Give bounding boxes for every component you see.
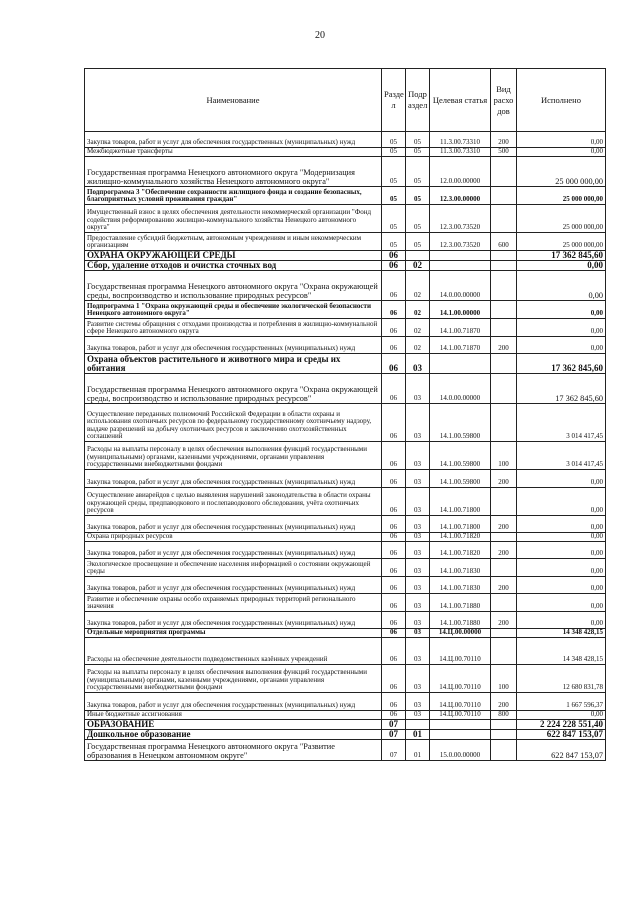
row-name-cell: Осуществление авиарейдов с целью выявления нарушений законодательства в области охраны окружающей среды, предпаводкового и послепаводкового обследования, учёта охотничьих ресурсов — [85, 488, 382, 516]
row-subsection-cell: 05 — [406, 205, 430, 233]
row-subsection-cell — [406, 720, 430, 730]
table-row — [85, 559, 606, 577]
row-section-cell: 06 — [382, 612, 406, 629]
row-subsection-cell: 03 — [406, 629, 430, 638]
row-name-cell: Закупка товаров, работ и услуг для обеспечения государственных (муниципальных) нужд — [85, 542, 382, 559]
row-target-article-cell — [430, 730, 491, 740]
row-subsection-cell: 03 — [406, 516, 430, 533]
row-section-cell: 06 — [382, 516, 406, 533]
table-row — [85, 301, 606, 319]
row-subsection-cell: 05 — [406, 148, 430, 157]
row-name-cell: Государственная программа Ненецкого автономного округа "Развитие образования в Ненецком автономном округе" — [85, 740, 382, 761]
row-section-cell: 06 — [382, 577, 406, 594]
table-row — [85, 693, 606, 711]
row-expense-type-cell — [491, 319, 517, 337]
row-expense-type-cell: 200 — [491, 337, 517, 354]
row-executed-cell: 25 000 000,00 — [517, 157, 606, 187]
row-target-article-cell — [430, 720, 491, 730]
row-target-article-cell: 14.1.00.71830 — [430, 577, 491, 594]
row-subsection-cell: 03 — [406, 693, 430, 711]
row-expense-type-cell — [491, 488, 517, 516]
row-section-cell: 06 — [382, 638, 406, 665]
row-expense-type-cell: 200 — [491, 693, 517, 711]
table-row — [85, 665, 606, 693]
row-expense-type-cell — [491, 740, 517, 761]
table-row — [85, 374, 606, 404]
row-section-cell: 06 — [382, 533, 406, 542]
row-section-cell: 06 — [382, 594, 406, 612]
row-target-article-cell: 14.Ц.00.70110 — [430, 665, 491, 693]
row-executed-cell: 14 348 428,15 — [517, 629, 606, 638]
row-target-article-cell: 15.0.00.00000 — [430, 740, 491, 761]
row-expense-type-cell — [491, 261, 517, 271]
row-section-cell: 06 — [382, 629, 406, 638]
row-name-cell: Государственная программа Ненецкого автономного округа "Охрана окружающей среды, воспроизводство и использование природных ресурсов" — [85, 271, 382, 301]
row-expense-type-cell: 100 — [491, 442, 517, 470]
row-name-cell: Межбюджетные трансферты — [85, 148, 382, 157]
table-row — [85, 730, 606, 740]
table-row — [85, 337, 606, 354]
row-executed-cell: 0,00 — [517, 542, 606, 559]
table-row — [85, 319, 606, 337]
table-row — [85, 404, 606, 442]
table-row — [85, 542, 606, 559]
row-target-article-cell: 14.1.00.71880 — [430, 594, 491, 612]
row-expense-type-cell — [491, 404, 517, 442]
row-subsection-cell: 03 — [406, 594, 430, 612]
row-section-cell: 06 — [382, 542, 406, 559]
row-expense-type-cell — [491, 187, 517, 205]
row-name-cell: Закупка товаров, работ и услуг для обеспечения государственных (муниципальных) нужд — [85, 693, 382, 711]
row-subsection-cell: 02 — [406, 301, 430, 319]
row-expense-type-cell — [491, 629, 517, 638]
row-target-article-cell: 14.1.00.00000 — [430, 301, 491, 319]
row-expense-type-cell — [491, 157, 517, 187]
table-row — [85, 261, 606, 271]
row-expense-type-cell: 200 — [491, 577, 517, 594]
row-subsection-cell: 03 — [406, 711, 430, 720]
row-subsection-cell — [406, 251, 430, 261]
row-expense-type-cell: 100 — [491, 665, 517, 693]
row-name-cell: Отдельные мероприятия программы — [85, 629, 382, 638]
row-target-article-cell: 14.1.00.71870 — [430, 337, 491, 354]
row-subsection-cell: 03 — [406, 404, 430, 442]
row-expense-type-cell: 600 — [491, 233, 517, 251]
row-name-cell: Развитие и обеспечение охраны особо охраняемых природных территорий регионального значения — [85, 594, 382, 612]
row-section-cell: 06 — [382, 470, 406, 488]
row-expense-type-cell — [491, 205, 517, 233]
row-name-cell: Дошкольное образование — [85, 730, 382, 740]
row-executed-cell: 3 014 417,45 — [517, 404, 606, 442]
row-expense-type-cell — [491, 720, 517, 730]
row-executed-cell: 1 667 596,37 — [517, 693, 606, 711]
row-section-cell: 06 — [382, 261, 406, 271]
row-name-cell: Закупка товаров, работ и услуг для обеспечения государственных (муниципальных) нужд — [85, 337, 382, 354]
table-row — [85, 720, 606, 730]
row-executed-cell: 14 348 428,15 — [517, 638, 606, 665]
row-section-cell: 06 — [382, 301, 406, 319]
row-name-cell: Охрана объектов растительного и животного мира и среды их обитания — [85, 354, 382, 374]
header-executed: Исполнено — [517, 69, 606, 132]
row-subsection-cell: 03 — [406, 442, 430, 470]
row-target-article-cell: 14.1.00.71880 — [430, 612, 491, 629]
row-subsection-cell: 05 — [406, 132, 430, 148]
row-executed-cell: 0,00 — [517, 559, 606, 577]
row-name-cell: Закупка товаров, работ и услуг для обеспечения государственных (муниципальных) нужд — [85, 516, 382, 533]
row-section-cell: 06 — [382, 711, 406, 720]
row-name-cell: Расходы на обеспечение деятельности подведомственных казённых учреждений — [85, 638, 382, 665]
table-row — [85, 594, 606, 612]
row-expense-type-cell — [491, 271, 517, 301]
row-executed-cell: 0,00 — [517, 533, 606, 542]
row-target-article-cell: 14.Ц.00.70110 — [430, 638, 491, 665]
row-expense-type-cell — [491, 559, 517, 577]
row-name-cell: Государственная программа Ненецкого автономного округа "Модернизация жилищно-коммунального хозяйства Ненецкого автономного округа" — [85, 157, 382, 187]
row-section-cell: 06 — [382, 665, 406, 693]
row-target-article-cell — [430, 261, 491, 271]
row-name-cell: Имущественный взнос в целях обеспечения деятельности некоммерческой организации "Фонд содействия реформированию жилищно-коммунального хозяйства Ненецкого автономного округа" — [85, 205, 382, 233]
row-target-article-cell: 14.1.00.71820 — [430, 542, 491, 559]
row-expense-type-cell: 500 — [491, 148, 517, 157]
row-executed-cell: 0,00 — [517, 470, 606, 488]
table-row — [85, 251, 606, 261]
row-executed-cell: 2 224 228 551,40 — [517, 720, 606, 730]
row-name-cell: Закупка товаров, работ и услуг для обеспечения государственных (муниципальных) нужд — [85, 470, 382, 488]
row-section-cell: 05 — [382, 233, 406, 251]
row-name-cell: Иные бюджетные ассигнования — [85, 711, 382, 720]
row-executed-cell: 0,00 — [517, 577, 606, 594]
row-executed-cell: 0,00 — [517, 261, 606, 271]
row-name-cell: Государственная программа Ненецкого автономного округа "Охрана окружающей среды, воспроизводство и использование природных ресурсов" — [85, 374, 382, 404]
row-executed-cell: 0,00 — [517, 594, 606, 612]
row-expense-type-cell — [491, 533, 517, 542]
row-executed-cell: 17 362 845,60 — [517, 354, 606, 374]
row-target-article-cell: 14.1.00.71820 — [430, 533, 491, 542]
row-target-article-cell: 14.1.00.59800 — [430, 442, 491, 470]
row-target-article-cell: 14.Ц.00.70110 — [430, 711, 491, 720]
row-target-article-cell: 14.0.00.00000 — [430, 374, 491, 404]
table-row — [85, 205, 606, 233]
row-section-cell: 07 — [382, 720, 406, 730]
row-target-article-cell: 14.1.00.59800 — [430, 470, 491, 488]
row-subsection-cell: 03 — [406, 374, 430, 404]
row-section-cell: 06 — [382, 442, 406, 470]
table-row — [85, 187, 606, 205]
table-row — [85, 354, 606, 374]
row-target-article-cell: 12.3.00.73520 — [430, 205, 491, 233]
row-target-article-cell: 14.1.00.71870 — [430, 319, 491, 337]
row-section-cell: 06 — [382, 559, 406, 577]
row-executed-cell: 0,00 — [517, 319, 606, 337]
row-target-article-cell: 14.0.00.00000 — [430, 271, 491, 301]
row-executed-cell: 0,00 — [517, 132, 606, 148]
row-name-cell: Экологическое просвещение и обеспечение населения информацией о состоянии окружающей среды — [85, 559, 382, 577]
row-subsection-cell: 02 — [406, 337, 430, 354]
row-section-cell: 06 — [382, 693, 406, 711]
header-name: Наименование — [85, 69, 382, 132]
row-section-cell: 05 — [382, 148, 406, 157]
row-executed-cell: 12 680 831,78 — [517, 665, 606, 693]
table-row — [85, 470, 606, 488]
table-body — [85, 132, 606, 761]
row-executed-cell: 0,00 — [517, 337, 606, 354]
row-subsection-cell: 03 — [406, 542, 430, 559]
row-name-cell: Закупка товаров, работ и услуг для обеспечения государственных (муниципальных) нужд — [85, 577, 382, 594]
row-executed-cell: 622 847 153,07 — [517, 730, 606, 740]
row-subsection-cell: 05 — [406, 187, 430, 205]
row-subsection-cell: 01 — [406, 730, 430, 740]
table-row — [85, 533, 606, 542]
row-executed-cell: 0,00 — [517, 488, 606, 516]
row-executed-cell: 0,00 — [517, 271, 606, 301]
row-expense-type-cell — [491, 730, 517, 740]
table-row — [85, 488, 606, 516]
row-target-article-cell: 12.0.00.00000 — [430, 157, 491, 187]
row-name-cell: Закупка товаров, работ и услуг для обеспечения государственных (муниципальных) нужд — [85, 132, 382, 148]
row-subsection-cell: 03 — [406, 470, 430, 488]
row-section-cell: 06 — [382, 251, 406, 261]
row-subsection-cell: 01 — [406, 740, 430, 761]
row-name-cell: Закупка товаров, работ и услуг для обеспечения государственных (муниципальных) нужд — [85, 612, 382, 629]
row-subsection-cell: 03 — [406, 638, 430, 665]
row-target-article-cell: 14.Ц.00.70110 — [430, 693, 491, 711]
row-target-article-cell: 14.1.00.71800 — [430, 488, 491, 516]
row-name-cell: Расходы на выплаты персоналу в целях обеспечения выполнения функций государственными (муниципальными) органами, казенными учреждениями, органами управления государственными внебюджетными фондами — [85, 442, 382, 470]
row-executed-cell: 0,00 — [517, 612, 606, 629]
table-row — [85, 157, 606, 187]
row-target-article-cell: 11.3.00.73310 — [430, 148, 491, 157]
row-subsection-cell: 03 — [406, 577, 430, 594]
row-section-cell: 05 — [382, 205, 406, 233]
row-section-cell: 05 — [382, 187, 406, 205]
row-name-cell: Развитие системы обращения с отходами производства и потребления в жилищно-коммунальной сфере Ненецкого автономного округа — [85, 319, 382, 337]
table-row — [85, 132, 606, 148]
row-subsection-cell: 03 — [406, 533, 430, 542]
header-subsection: Подр аздел — [406, 69, 430, 132]
row-executed-cell: 622 847 153,07 — [517, 740, 606, 761]
row-target-article-cell: 12.3.00.00000 — [430, 187, 491, 205]
row-subsection-cell: 03 — [406, 665, 430, 693]
table-row — [85, 148, 606, 157]
row-name-cell: Расходы на выплаты персоналу в целях обеспечения выполнения функций государственными (муниципальными) органами, казенными учреждениями, органами управления государственными внебюджетными фондами — [85, 665, 382, 693]
row-subsection-cell: 03 — [406, 612, 430, 629]
row-section-cell: 06 — [382, 488, 406, 516]
row-section-cell: 06 — [382, 354, 406, 374]
row-subsection-cell: 03 — [406, 559, 430, 577]
table-row — [85, 442, 606, 470]
row-executed-cell: 17 362 845,60 — [517, 251, 606, 261]
table-row — [85, 638, 606, 665]
row-executed-cell: 0,00 — [517, 516, 606, 533]
row-executed-cell: 25 000 000,00 — [517, 233, 606, 251]
row-subsection-cell: 03 — [406, 354, 430, 374]
row-target-article-cell: 14.1.00.71830 — [430, 559, 491, 577]
table-header-row — [85, 69, 606, 132]
row-executed-cell: 17 362 845,60 — [517, 374, 606, 404]
row-target-article-cell: 14.1.00.59800 — [430, 404, 491, 442]
table-row — [85, 740, 606, 761]
row-target-article-cell: 14.Ц.00.00000 — [430, 629, 491, 638]
row-executed-cell: 25 000 000,00 — [517, 187, 606, 205]
row-expense-type-cell: 200 — [491, 470, 517, 488]
row-subsection-cell: 05 — [406, 157, 430, 187]
header-section: Разде л — [382, 69, 406, 132]
row-section-cell: 07 — [382, 740, 406, 761]
row-section-cell: 05 — [382, 132, 406, 148]
row-name-cell: Предоставление субсидий бюджетным, автономным учреждениям и иным некоммерческим организациям — [85, 233, 382, 251]
row-expense-type-cell: 200 — [491, 612, 517, 629]
row-expense-type-cell: 200 — [491, 542, 517, 559]
table-row — [85, 516, 606, 533]
row-target-article-cell: 11.3.00.73310 — [430, 132, 491, 148]
row-subsection-cell: 02 — [406, 271, 430, 301]
row-section-cell: 06 — [382, 374, 406, 404]
row-executed-cell: 3 014 417,45 — [517, 442, 606, 470]
row-name-cell: Охрана природных ресурсов — [85, 533, 382, 542]
table-row — [85, 233, 606, 251]
row-section-cell: 05 — [382, 157, 406, 187]
row-expense-type-cell — [491, 594, 517, 612]
table-row — [85, 577, 606, 594]
row-executed-cell: 25 000 000,00 — [517, 205, 606, 233]
row-expense-type-cell — [491, 301, 517, 319]
row-name-cell: ОХРАНА ОКРУЖАЮЩЕЙ СРЕДЫ — [85, 251, 382, 261]
header-expense-type: Вид расхо дов — [491, 69, 517, 132]
row-section-cell: 06 — [382, 337, 406, 354]
row-section-cell: 06 — [382, 404, 406, 442]
row-expense-type-cell — [491, 354, 517, 374]
row-name-cell: Подпрограмма 1 "Охрана окружающей среды и обеспечение экологической безопасности Ненецкого автономного округа" — [85, 301, 382, 319]
page-number: 20 — [315, 30, 325, 41]
row-expense-type-cell — [491, 251, 517, 261]
row-subsection-cell: 05 — [406, 233, 430, 251]
budget-table — [84, 68, 606, 761]
row-target-article-cell: 14.1.00.71800 — [430, 516, 491, 533]
table-row — [85, 629, 606, 638]
row-section-cell: 06 — [382, 319, 406, 337]
row-expense-type-cell: 200 — [491, 132, 517, 148]
table-row — [85, 271, 606, 301]
row-executed-cell: 0,00 — [517, 301, 606, 319]
row-expense-type-cell — [491, 374, 517, 404]
row-name-cell: Осуществление переданных полномочий Российской Федерации в области охраны и использования охотничьих ресурсов по федеральному государственному охотничьему надзору, выдаче разрешений на добычу охотничьих ресурсов и заключению охотхозяйственных соглашений — [85, 404, 382, 442]
row-subsection-cell: 03 — [406, 488, 430, 516]
table-row — [85, 612, 606, 629]
row-subsection-cell: 02 — [406, 261, 430, 271]
row-section-cell: 07 — [382, 730, 406, 740]
row-subsection-cell: 02 — [406, 319, 430, 337]
row-expense-type-cell: 200 — [491, 516, 517, 533]
row-executed-cell: 0,00 — [517, 711, 606, 720]
row-section-cell: 06 — [382, 271, 406, 301]
row-expense-type-cell: 800 — [491, 711, 517, 720]
row-target-article-cell — [430, 354, 491, 374]
row-name-cell: Подпрограмма 3 "Обеспечение сохранности жилищного фонда и создание безопасных, благоприятных условий проживания граждан" — [85, 187, 382, 205]
row-target-article-cell — [430, 251, 491, 261]
row-expense-type-cell — [491, 638, 517, 665]
row-name-cell: ОБРАЗОВАНИЕ — [85, 720, 382, 730]
table-row — [85, 711, 606, 720]
row-name-cell: Сбор, удаление отходов и очистка сточных вод — [85, 261, 382, 271]
header-target-article: Целевая статья — [430, 69, 491, 132]
row-executed-cell: 0,00 — [517, 148, 606, 157]
row-target-article-cell: 12.3.00.73520 — [430, 233, 491, 251]
